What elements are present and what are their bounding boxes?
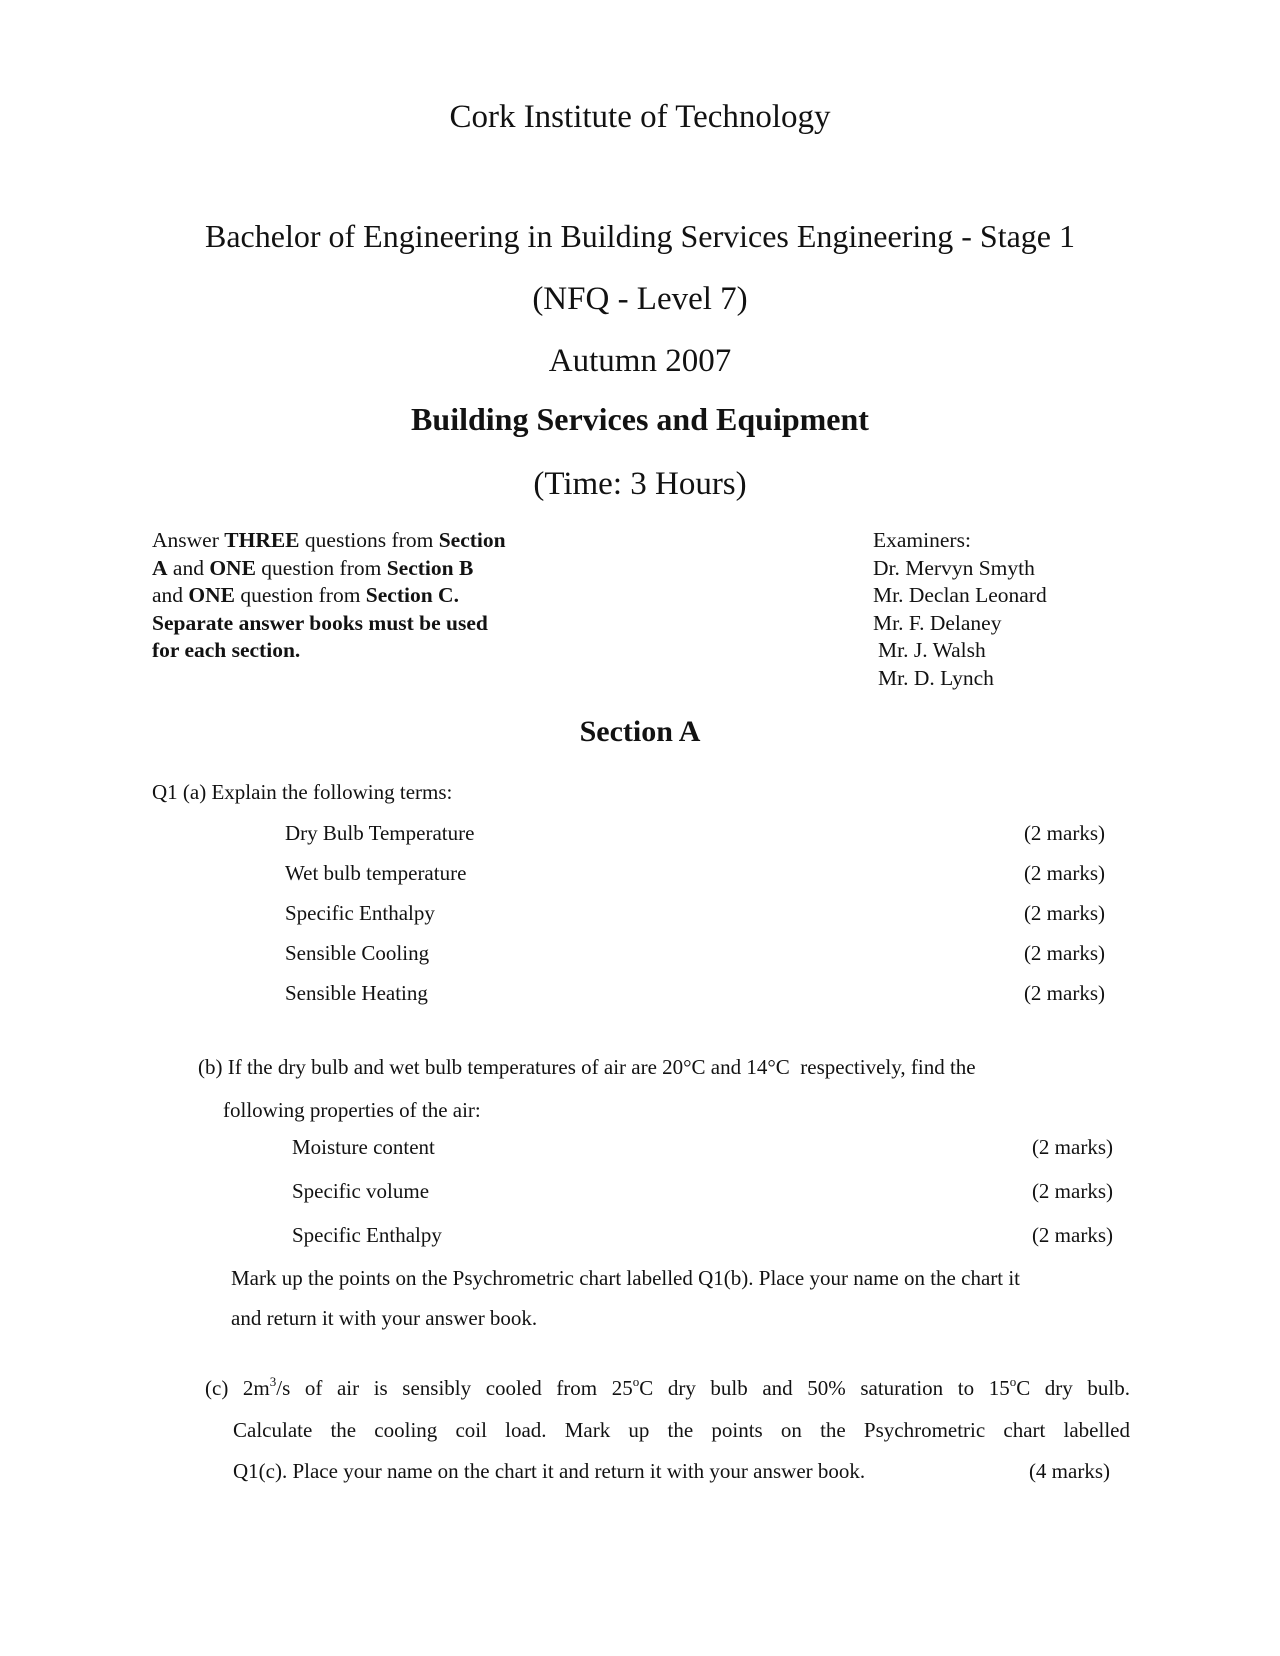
q1c-paragraph: [205, 1368, 1130, 1493]
property-label: Specific volume: [292, 1179, 430, 1203]
instruction-text-run: question from: [235, 583, 366, 607]
q1b-note-line-1: Mark up the points on the Psychrometric chart labelled Q1(b). Place your name on the chart it: [231, 1266, 1021, 1290]
term-marks: (2 marks): [1023, 901, 1105, 925]
q1a-prompt: Q1 (a) Explain the following terms:: [152, 780, 453, 804]
property-row: [152, 1178, 1113, 1222]
term-marks: (2 marks): [1023, 821, 1105, 845]
q1c-line-2: Calculate the cooling coil load. Mark up the points on the Psychrometric chart labelled: [233, 1417, 1130, 1442]
term-row: [152, 900, 1105, 940]
programme-title: Bachelor of Engineering in Building Services Engineering - Stage 1: [205, 218, 1075, 254]
instruction-line-1: [152, 527, 506, 555]
examiner-name: Mr. F. Delaney: [873, 610, 1002, 635]
property-row: [152, 1134, 1113, 1178]
superscript: o: [632, 1374, 640, 1389]
q1b-intro: [198, 1046, 976, 1132]
term-marks: (2 marks): [1023, 941, 1105, 965]
q1b-properties-list: [152, 1134, 1113, 1266]
instruction-line-5: for each section.: [152, 638, 301, 662]
q1b-intro-line-1: (b) If the dry bulb and wet bulb temperatures of air are 20°C and 14°C respectively, find the: [198, 1055, 976, 1079]
exam-instructions: [152, 527, 506, 665]
examiner-name: Mr. J. Walsh: [878, 638, 986, 662]
term-label: Specific Enthalpy: [285, 901, 435, 925]
instruction-text-run-bold: A: [152, 555, 168, 580]
instruction-line-4: Separate answer books must be used: [152, 610, 488, 635]
q1c-text-run: C dry bulb.: [1016, 1376, 1130, 1400]
examiner-name: Dr. Mervyn Smyth: [873, 555, 1035, 580]
instruction-text-run: and: [152, 583, 189, 607]
q1c-marks: (4 marks): [1028, 1459, 1110, 1483]
subject-title: Building Services and Equipment: [411, 401, 869, 437]
instruction-text-run: questions from: [299, 528, 439, 552]
term-row: [152, 820, 1105, 860]
instruction-text-run: Answer: [152, 528, 225, 552]
term-row: [152, 940, 1105, 980]
examiner-name: Mr. D. Lynch: [878, 665, 994, 690]
property-marks: (2 marks): [1031, 1135, 1113, 1159]
instruction-text-run-bold: THREE: [224, 528, 300, 552]
q1a-terms-list: [152, 820, 1105, 1020]
instruction-text-run-bold: Section B: [386, 555, 474, 580]
q1c-text-run: Q1(c). Place your name on the chart it and return it with your answer book.: [233, 1459, 866, 1483]
term-label: Sensible Heating: [285, 981, 428, 1005]
superscript: o: [1009, 1374, 1017, 1389]
examiners-block: [873, 527, 1047, 692]
superscript: 3: [269, 1374, 277, 1389]
term-marks: (2 marks): [1023, 981, 1105, 1005]
term-label: Wet bulb temperature: [285, 861, 467, 885]
term-marks: (2 marks): [1023, 861, 1105, 885]
exam-session: Autumn 2007: [548, 343, 732, 379]
instruction-text-run: question from: [255, 555, 387, 580]
instruction-text-run-bold: ONE: [188, 583, 236, 607]
exam-duration: (Time: 3 Hours): [533, 466, 747, 502]
property-marks: (2 marks): [1031, 1179, 1113, 1203]
institution-title: Cork Institute of Technology: [449, 99, 831, 135]
q1b-note-line-2: and return it with your answer book.: [231, 1306, 538, 1330]
q1c-text-run: (c) 2m: [205, 1376, 270, 1400]
instruction-line-3: [152, 582, 506, 610]
instruction-text-run-bold: Section: [438, 528, 506, 552]
q1b-note: [231, 1258, 1020, 1338]
q1c-line-3: [205, 1451, 1130, 1493]
instruction-text-run-bold: Section C.: [365, 583, 459, 607]
property-marks: (2 marks): [1031, 1223, 1113, 1247]
section-a-heading: Section A: [579, 715, 701, 748]
examiners-label: Examiners:: [873, 528, 971, 552]
term-label: Sensible Cooling: [285, 941, 430, 965]
q1c-text-run: C dry bulb and 50% saturation to 15: [639, 1376, 1010, 1400]
term-row: [152, 860, 1105, 900]
term-label: Dry Bulb Temperature: [285, 821, 475, 845]
term-row: [152, 980, 1105, 1020]
nfq-level: (NFQ - Level 7): [532, 281, 748, 317]
q1c-text-run: /s of air is sensibly cooled from 25: [276, 1376, 633, 1400]
q1c-line-1: [205, 1368, 1130, 1410]
property-label: Moisture content: [292, 1135, 435, 1159]
instruction-text-run: and: [167, 555, 210, 580]
examiner-name: Mr. Declan Leonard: [873, 583, 1047, 607]
instruction-text-run-bold: ONE: [209, 555, 256, 580]
property-label: Specific Enthalpy: [292, 1223, 442, 1247]
q1b-intro-line-2: following properties of the air:: [223, 1098, 481, 1122]
instruction-line-2: [152, 555, 506, 583]
